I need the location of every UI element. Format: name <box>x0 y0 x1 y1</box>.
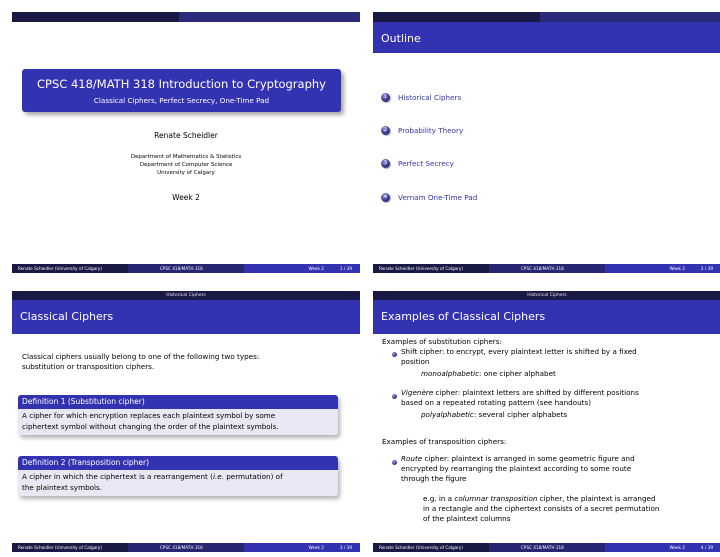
slide-3 <box>12 291 360 552</box>
slide-2 <box>373 12 720 273</box>
slide-footer <box>373 543 720 552</box>
transposition-heading: Examples of transposition ciphers: <box>382 437 507 446</box>
shift-cipher-item <box>401 347 637 367</box>
outline-item-label: Probability Theory <box>398 126 464 135</box>
text-line: A cipher for which encryption replaces each plaintext symbol by some <box>22 411 276 420</box>
text-line: position <box>401 357 430 366</box>
footer-course: CPSC 418/MATH 318 <box>489 264 605 273</box>
footer-course: CPSC 418/MATH 318 <box>489 543 605 552</box>
presentation-subtitle: Classical Ciphers, Perfect Secrecy, One-Time Pad <box>93 96 270 105</box>
footer-author: Renate Scheidler (University of Calgary) <box>12 264 128 273</box>
title-box <box>22 69 341 112</box>
footer-author: Renate Scheidler (University of Calgary) <box>373 543 489 552</box>
frame-title: Outline <box>373 22 720 53</box>
slide-top-bar <box>373 12 720 22</box>
route-cipher-item <box>401 454 635 484</box>
vigenere-cipher-item <box>401 388 639 408</box>
slide-4 <box>373 291 720 552</box>
text-run: : one cipher alphabet <box>479 369 556 378</box>
footer-page: 3 / 39 <box>339 545 352 550</box>
emphasis-text: i.e. <box>212 472 224 481</box>
footer-week: Week 2 <box>308 266 324 271</box>
footer-right <box>605 264 720 273</box>
definition-body <box>18 409 338 435</box>
polyalphabetic-note <box>421 410 567 420</box>
footer-right <box>244 543 360 552</box>
outline-item[interactable] <box>381 159 454 168</box>
text-line <box>401 454 635 464</box>
presentation-title: CPSC 418/MATH 318 Introduction to Cryptography <box>37 77 326 91</box>
section-navigation[interactable]: Historical Ciphers <box>12 291 360 300</box>
author-name: Renate Scheidler <box>154 131 218 140</box>
text-line: Classical ciphers usually belong to one of the following two types: <box>22 352 260 361</box>
institute-line: Department of Mathematics & Statistics <box>130 154 242 160</box>
outline-item-label: Vernam One-Time Pad <box>398 193 478 202</box>
text-run: cipher: plaintext letters are shifted by different positions <box>433 388 639 397</box>
institute <box>12 153 360 178</box>
section-number-ball-icon: 1 <box>381 93 390 102</box>
text-run: permutation) of <box>223 472 283 481</box>
columnar-example <box>423 494 659 524</box>
slide-footer <box>12 543 360 552</box>
section-number-ball-icon: 3 <box>381 159 390 168</box>
text-run: cipher: plaintext is arranged in some geometric figure and <box>422 454 635 463</box>
outline-item-label: Historical Ciphers <box>398 93 462 102</box>
section-navigation[interactable]: Historical Ciphers <box>373 291 720 300</box>
outline-item[interactable] <box>381 126 463 135</box>
monoalphabetic-note <box>421 369 556 379</box>
definition-body <box>18 470 338 496</box>
footer-week: Week 2 <box>669 266 685 271</box>
frame-title: Classical Ciphers <box>12 300 360 334</box>
footer-week: Week 2 <box>308 545 324 550</box>
text-line <box>423 494 659 504</box>
intro-text <box>22 352 259 372</box>
text-run: cipher, the plaintext is arranged <box>537 494 656 503</box>
text-run: : several cipher alphabets <box>473 410 568 419</box>
section-number-ball-icon: 4 <box>381 193 390 202</box>
frame-title: Examples of Classical Ciphers <box>373 300 720 334</box>
definition-block <box>18 456 338 496</box>
outline-item[interactable] <box>381 193 477 202</box>
slide-footer <box>373 264 720 273</box>
footer-page: 1 / 39 <box>339 266 352 271</box>
section-number-ball-icon: 2 <box>381 126 390 135</box>
outline-item[interactable] <box>381 93 461 102</box>
text-line: Shift cipher: to encrypt, every plaintext letter is shifted by a fixed <box>401 347 637 356</box>
footer-right <box>605 543 720 552</box>
text-line: encrypted by rearranging the plaintext according to some route <box>401 464 632 473</box>
text-line: ciphertext symbol without changing the order of the plaintext symbols. <box>22 421 279 431</box>
text-line: based on a repeated rotating pattern (see handouts) <box>401 398 592 407</box>
definition-block <box>18 395 338 435</box>
text-line: the plaintext symbols. <box>22 482 103 492</box>
text-run: e.g. in a <box>423 494 455 503</box>
footer-course: CPSC 418/MATH 318 <box>128 264 244 273</box>
emphasis-text: Vigenère <box>401 388 434 397</box>
emphasis-text: Route <box>401 454 423 463</box>
footer-page: 2 / 39 <box>700 266 713 271</box>
footer-author: Renate Scheidler (University of Calgary) <box>373 264 489 273</box>
definition-title: Definition 2 (Transposition cipher) <box>18 456 338 470</box>
substitution-heading: Examples of substitution ciphers: <box>382 337 502 346</box>
definition-title: Definition 1 (Substitution cipher) <box>18 395 338 409</box>
slide-footer <box>12 264 360 273</box>
institute-line: University of Calgary <box>157 170 215 177</box>
emphasis-text: columnar transposition <box>454 494 538 503</box>
text-run: A cipher in which the ciphertext is a rearrangement ( <box>22 472 213 481</box>
institute-line: Department of Computer Science <box>139 162 233 169</box>
text-line: through the figure <box>401 474 467 483</box>
footer-course: CPSC 418/MATH 318 <box>128 543 244 552</box>
emphasis-text: polyalphabetic <box>421 410 474 419</box>
text-line <box>401 388 639 398</box>
footer-right <box>244 264 360 273</box>
bullet-icon <box>390 349 400 359</box>
slide-1 <box>12 12 360 273</box>
slide-top-bar <box>12 12 360 22</box>
outline-item-label: Perfect Secrecy <box>398 159 454 168</box>
footer-page: 4 / 39 <box>700 545 713 550</box>
bullet-icon <box>390 391 400 401</box>
footer-author: Renate Scheidler (University of Calgary) <box>12 543 128 552</box>
text-line: in a rectangle and the ciphertext consists of a secret permutation <box>423 504 660 513</box>
bullet-icon <box>390 457 400 467</box>
emphasis-text: monoalphabetic <box>421 369 480 378</box>
presentation-date: Week 2 <box>172 193 200 202</box>
footer-week: Week 2 <box>669 545 685 550</box>
text-line: substitution or transposition ciphers. <box>22 362 155 371</box>
text-line: of the plaintext columns <box>423 514 511 523</box>
text-line <box>22 472 334 483</box>
